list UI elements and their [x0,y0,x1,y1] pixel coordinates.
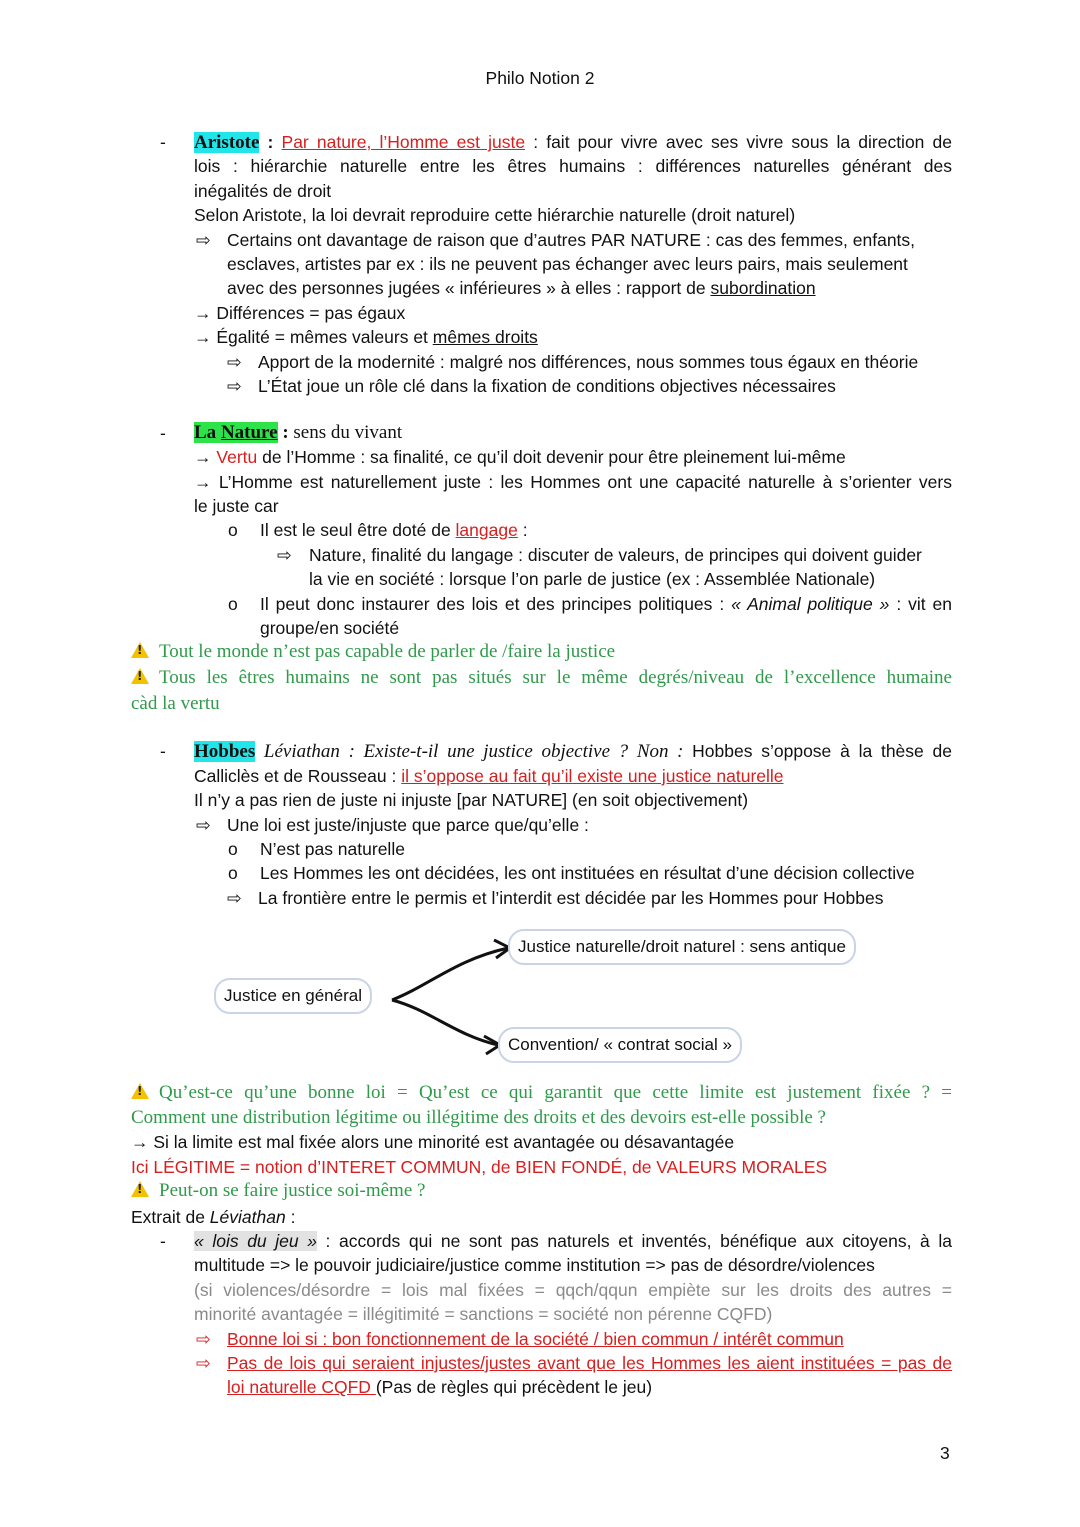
aristote-egalite: → Égalité = mêmes valeurs et mêmes droits [194,327,538,347]
nature-bullet-2: Il peut donc instaurer des lois et des principes politiques : « Animal politique » : vit en [260,594,952,614]
warning-icon [131,1181,149,1197]
arrow-icon: ⇨ [227,352,242,372]
diagram-node-natural: Justice naturelle/droit naturel : sens antique [508,929,856,965]
lois-line-1: « lois du jeu » : accords qui ne sont pas naturels et inventés, bénéfique aux citoyens, à la [194,1231,952,1251]
warning-2-l2: càd la vertu [131,693,220,714]
aristote-sub-2: L’État joue un rôle clé dans la fixation de conditions objectives nécessaires [258,376,836,396]
bullet: o [228,839,238,859]
aristote-sub-1: Apport de la modernité : malgré nos différences, nous sommes tous égaux en théorie [258,352,919,372]
question-1: !Qu’est-ce qu’une bonne loi = Qu’est ce qui garantit que cette limite est justement fixée ? = [131,1081,952,1106]
lois-line-3: (si violences/désordre = lois mal fixées = qqch/qqun empiète sur les droits des autres = [194,1280,952,1300]
nature-line-3: le juste car [194,496,279,516]
arrow-icon: ⇨ [196,230,211,250]
warning-1: !Tout le monde n’est pas capable de parler de /faire la justice [131,640,615,665]
aristote-name: Aristote [194,132,260,153]
legitime-line: Ici LÉGITIME = notion d’INTERET COMMUN, de BIEN FONDÉ, de VALEURS MORALES [131,1157,828,1177]
aristote-item-1: Certains ont davantage de raison que d’autres PAR NATURE : cas des femmes, enfants, [227,230,916,250]
list-dash: - [160,741,166,761]
warning-icon [131,1083,149,1099]
list-dash: - [160,1231,166,1251]
hobbes-bullet-1: N’est pas naturelle [260,839,405,859]
lois-conclusion-1: Bonne loi si : bon fonctionnement de la société / bien commun / intérêt commun [227,1329,844,1349]
list-dash: - [160,423,166,443]
page-number: 3 [940,1443,950,1463]
nature-line-2: → L’Homme est naturellement juste : les Hommes ont une capacité naturelle à s’orienter vers [194,472,952,492]
diagram-node-convention: Convention/ « contrat social » [498,1027,742,1063]
arrow-icon: ⇨ [277,545,292,565]
arrow-icon: ⇨ [196,1353,211,1373]
aristote-line-4: Selon Aristote, la loi devrait reproduire cette hiérarchie naturelle (droit naturel) [194,205,796,225]
lois-line-4: minorité avantagée = illégitimité = sanctions = société non pérenne CQFD) [194,1304,773,1324]
lois-conclusion-2-l2: loi naturelle CQFD (Pas de règles qui précèdent le jeu) [227,1377,653,1397]
arrow-icon: ⇨ [196,1329,211,1349]
limit-line: → Si la limite est mal fixée alors une minorité est avantagée ou désavantagée [131,1132,735,1152]
question-1-l2: Comment une distribution légitime ou illégitime des droits et des devoirs est-elle possible ? [131,1107,826,1128]
arrow-icon: ⇨ [196,815,211,835]
list-dash: - [160,132,166,152]
question-2: !Peut-on se faire justice soi-même ? [131,1179,425,1204]
nature-sub-l1: Nature, finalité du langage : discuter de valeurs, de principes qui doivent guider [309,545,922,565]
extract-heading: Extrait de Léviathan : [131,1207,296,1227]
hobbes-bullet-3: La frontière entre le permis et l’interdit est décidée par les Hommes pour Hobbes [258,888,884,908]
aristote-line-2: lois : hiérarchie naturelle entre les êtres humains : différences naturelles générant des [194,156,952,176]
nature-bullet-1: Il est le seul être doté de langage : [260,520,528,540]
diagram-node-root: Justice en général [214,978,372,1014]
hobbes-name: Hobbes [194,741,256,762]
aristote-item-1-l2: esclaves, artistes par ex : ils ne peuvent pas échanger avec leurs pairs, mais seulement [227,254,908,274]
lois-conclusion-2: Pas de lois qui seraient injustes/justes avant que les Hommes les aient instituées = pas de [227,1353,952,1373]
aristote-thesis: Par nature, l’Homme est juste [281,132,526,152]
nature-bullet-2-l2: groupe/en société [260,618,400,638]
nature-sub-l2: la vie en société : lorsque l’on parle de justice (ex : Assemblée Nationale) [309,569,876,589]
arrow-icon: ⇨ [227,376,242,396]
arrow-icon: ⇨ [227,888,242,908]
arrow-to-convention [392,1000,498,1045]
page-title: Philo Notion 2 [485,68,595,88]
bullet: o [228,520,238,540]
nature-line-1: → Vertu de l’Homme : sa finalité, ce qu’il doit devenir pour être pleinement lui-même [194,447,846,467]
nature-heading: La Nature : sens du vivant [194,422,403,443]
warning-2: !Tous les êtres humains ne sont pas situés sur le même degrés/niveau de l’excellence humaine [131,666,952,691]
bullet: o [228,863,238,883]
bullet: o [228,594,238,614]
aristote-diff: → Différences = pas égaux [194,303,406,323]
hobbes-line-3: Il n’y a pas rien de juste ni injuste [par NATURE] (en soit objectivement) [194,790,749,810]
arrow-to-natural [392,948,508,1000]
aristote-line-1: Aristote : Par nature, l’Homme est juste : fait pour vivre avec ses vivre sous la direction de [194,132,953,153]
hobbes-line-4: Une loi est juste/injuste que parce que/qu’elle : [227,815,589,835]
hobbes-line-2: Calliclès et de Rousseau : il s’oppose au fait qu’il existe une justice naturelle [194,766,784,786]
hobbes-line-1: Hobbes Léviathan : Existe-t-il une justice objective ? Non : Hobbes s’oppose à la thèse de [194,741,952,762]
aristote-item-1-l3: avec des personnes jugées « inférieures » à elles : rapport de subordination [227,278,816,298]
hobbes-bullet-2: Les Hommes les ont décidées, les ont instituées en résultat d’une décision collective [260,863,915,883]
lois-line-2: multitude => le pouvoir judiciaire/justice comme institution => pas de désordre/violences [194,1255,875,1275]
aristote-line-3: inégalités de droit [194,181,332,201]
